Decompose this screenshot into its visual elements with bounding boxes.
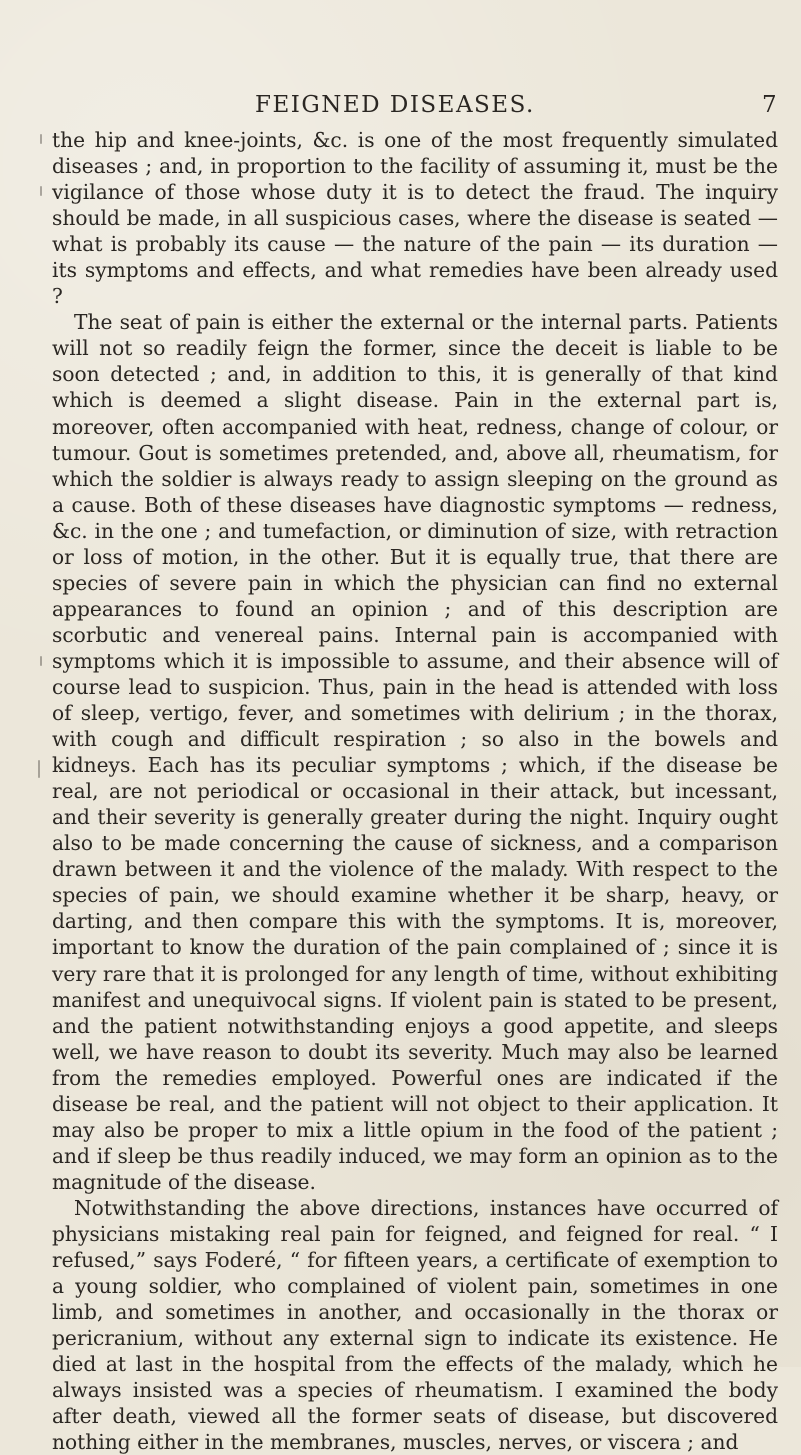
- margin-mark: [40, 134, 42, 144]
- page-header: [0, 84, 801, 118]
- margin-mark: [40, 656, 42, 666]
- running-head: FEIGNED DISEASES.: [255, 92, 535, 118]
- margin-mark: [38, 760, 40, 778]
- paragraph-1: the hip and knee-joints, &c. is one of the most frequently simulated diseases ; and, in proportion to the facility of assuming it, must be the vigilance of those whose duty it is to detect the fraud. The inquiry should be made, in all suspicious cases, where the disease is seated — what is probably its cause — the nature of the pain — its duration — its symptoms and effects, and what remedies have been already used ?: [52, 128, 778, 309]
- paragraph-2: The seat of pain is either the external or the internal parts. Patients will not so readily feign the former, since the deceit is liable to be soon detected ; and, in addition to this, it is generally of that kind which is deemed a slight disease. Pain in the external part is, moreover, often accompanied with heat, redness, change of colour, or tumour. Gout is sometimes pretended, and, above all, rheumatism, for which the soldier is always ready to assign sleeping on the ground as a cause. Both of these diseases have diagnostic symptoms — redness, &c. in the one ; and tumefaction, or diminution of size, with retraction or loss of motion, in the other. But it is equally true, that there are species of severe pain in which the physician can find no external appearances to found an opinion ; and of this description are scorbutic and venereal pains. Internal pain is accompanied with symptoms which it is impossible to assume, and their absence will of course lead to suspicion. Thus, pain in the head is attended with loss of sleep, vertigo, fever, and sometimes with delirium ; in the thorax, with cough and difficult respiration ; so also in the bowels and kidneys. Each has its peculiar symptoms ; which, if the disease be real, are not periodical or occasional in their attack, but incessant, and their severity is generally greater during the night. Inquiry ought also to be made concerning the cause of sickness, and a comparison drawn between it and the violence of the malady. With respect to the species of pain, we should examine whether it be sharp, heavy, or darting, and then compare this with the symptoms. It is, moreover, important to know the duration of the pain complained of ; since it is very rare that it is prolonged for any length of time, without exhibiting manifest and unequivocal signs. If violent pain is stated to be present, and the patient notwithstanding enjoys a good appetite, and sleeps well, we have reason to doubt its severity. Much may also be learned from the remedies employed. Powerful ones are indicated if the disease be real, and the patient will not object to their application. It may also be proper to mix a little opium in the food of the patient ; and if sleep be thus readily induced, we may form an opinion as to the magnitude of the disease.: [52, 310, 778, 1194]
- paragraph-3: Notwithstanding the above directions, instances have occurred of physicians mistaking real pain for feigned, and feigned for real. “ I refused,” says Foderé, “ for fifteen years, a certificate of exemption to a young soldier, who complained of violent pain, sometimes in one limb, and sometimes in another, and occasionally in the thorax or pericranium, without any external sign to indicate its existence. He died at last in the hospital from the effects of the malady, which he always insisted was a species of rheumatism. I examined the body after death, viewed all the former seats of disease, but discovered nothing either in the membranes, muscles, nerves, or viscera ; and: [52, 1195, 778, 1455]
- page-number: 7: [762, 92, 777, 118]
- margin-mark: [40, 186, 42, 196]
- body-text: [52, 127, 778, 1455]
